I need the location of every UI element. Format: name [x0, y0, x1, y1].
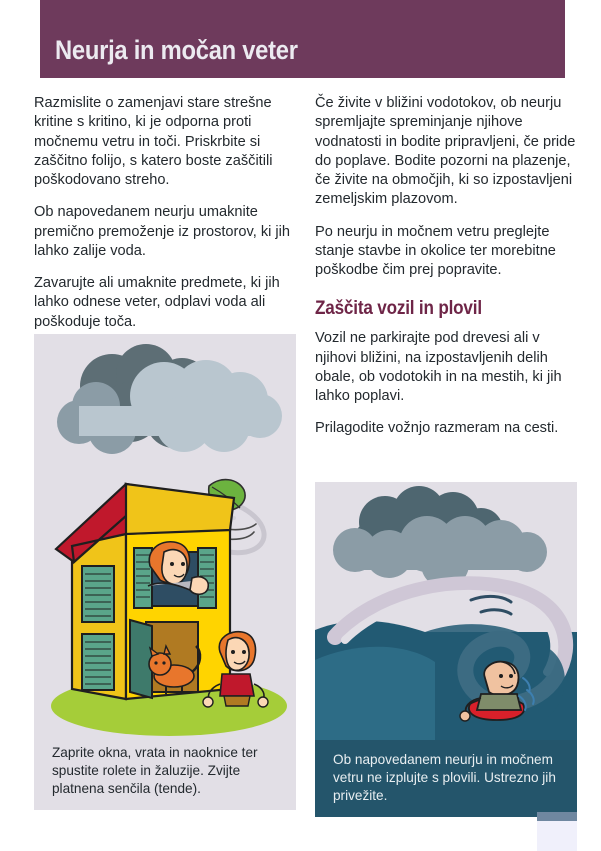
figure-storm-house: [34, 334, 296, 810]
storm-over-house-illustration: [34, 334, 296, 740]
paragraph: Ob napovedanem neurju umaknite premično premoženje iz prostorov, ki jih lahko zalije voda.: [34, 204, 291, 259]
figure-caption: Ob napovedanem neurju in močnem vetru ne izplujte s plovili. Ustrezno jih privežite.: [315, 740, 577, 817]
figure-stormy-sea: [315, 482, 577, 817]
header-banner: [40, 0, 565, 78]
figure-caption: Zaprite okna, vrata in naoknice ter spustite rolete in žaluzije. Zvijte platnena senčila (tende).: [34, 740, 296, 810]
right-text-column: [315, 94, 577, 439]
paragraph: Vozil ne parkirajte pod drevesi ali v njihovi bližini, na izpostavljenih delih obale, ob vodotokih in na mestih, ki jih lahko poplavi.: [315, 330, 562, 404]
page-title: Neurja in močan veter: [55, 35, 298, 65]
corner-decoration-block: [537, 821, 577, 851]
paragraph: Razmislite o zamenjavi stare strešne kritine s kritino, ki je odporna proti močnemu vetru in toči. Priskrbite si zaščitno folijo, s katero boste zaščitili poškodovano streho.: [34, 95, 273, 188]
paragraph: Če živite v bližini vodotokov, ob neurju spremljajte spreminjanje njihove vodnatosti in bodite pripravljeni, če pride do poplave. Bodite pozorni na plazenje, če živite na območjih, ki so izpostavljeni zemeljskim plazovom.: [315, 95, 576, 208]
stormy-sea-boat-illustration: [315, 482, 577, 740]
paragraph: Zavarujte ali umaknite predmete, ki jih lahko odnese veter, odplavi voda ali poškoduje toča.: [34, 275, 280, 330]
paragraph: Prilagodite vožnjo razmeram na cesti.: [315, 420, 559, 437]
corner-decoration-strip: [537, 812, 577, 821]
left-text-column: [34, 94, 296, 332]
section-subheading: Zaščita vozil in plovil: [315, 298, 482, 320]
paragraph: Po neurju in močnem vetru preglejte stanje stavbe in okolice ter morebitne poškodbe čim prej popravite.: [315, 223, 556, 278]
